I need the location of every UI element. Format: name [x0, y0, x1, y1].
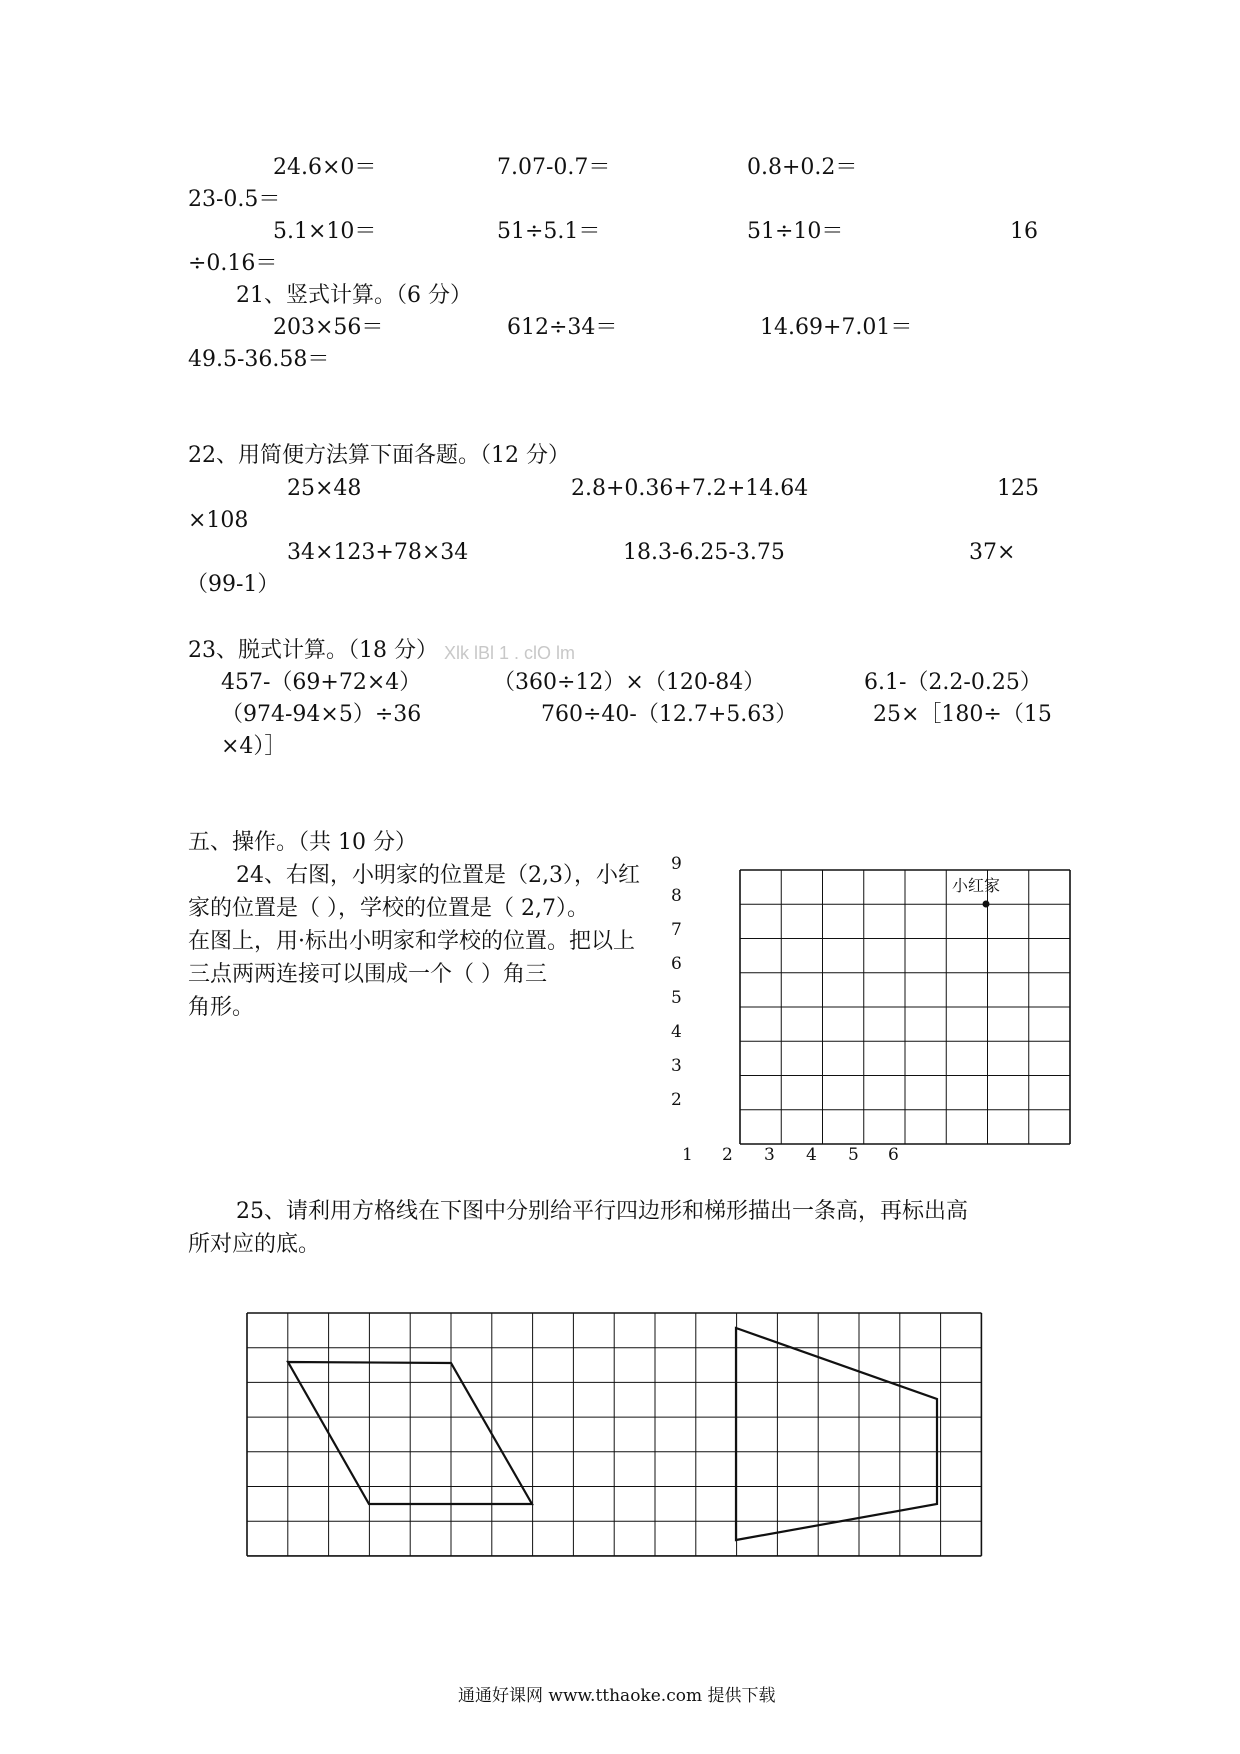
calc-item: 51÷10＝: [747, 219, 844, 244]
watermark: Xlk lBl 1 . clO lm: [444, 643, 576, 663]
q24-line: 角形。: [188, 995, 255, 1020]
calc-item: 6.1-（2.2-0.25）: [864, 670, 1042, 695]
y-label: 9: [671, 854, 682, 874]
calc-item: （360÷12）×（120-84）: [493, 670, 766, 695]
calc-item: 25×［180÷（15: [873, 702, 1052, 727]
y-label: 6: [671, 954, 682, 974]
calc-item: 5.1×10＝: [273, 219, 377, 244]
y-label: 4: [671, 1022, 682, 1042]
parallelogram: [288, 1362, 532, 1504]
calc-item: 18.3-6.25-3.75: [623, 540, 785, 565]
y-label: 7: [671, 920, 682, 940]
calc-item: 37×: [969, 540, 1016, 565]
q24-line: 24、右图，小明家的位置是（2,3），小红: [236, 863, 640, 888]
question-title: 22、用简便方法算下面各题。（12 分）: [188, 443, 570, 468]
calc-item: 7.07-0.7＝: [497, 155, 611, 180]
q25-line: 25、请利用方格线在下图中分别给平行四边形和梯形描出一条高，再标出高: [236, 1199, 968, 1224]
y-label: 5: [671, 988, 682, 1008]
calc-item: ×108: [188, 508, 249, 533]
calc-item: 49.5-36.58＝: [188, 347, 330, 372]
calc-item: （974-94×5）÷36: [221, 702, 422, 727]
calc-item: ×4）］: [221, 734, 287, 759]
xiaohong-label: 小红家: [952, 876, 1001, 895]
q25-line: 所对应的底。: [188, 1232, 321, 1257]
calc-item: 125: [997, 476, 1039, 501]
calc-item: 612÷34＝: [507, 315, 618, 340]
calc-item: 34×123+78×34: [287, 540, 469, 565]
calc-item: 25×48: [287, 476, 362, 501]
calc-item: 14.69+7.01＝: [760, 315, 913, 340]
q24-line: 家的位置是（ ），学校的位置是（ 2,7）。: [188, 896, 589, 921]
calc-item: 203×56＝: [273, 315, 384, 340]
calc-item: 16: [1010, 219, 1038, 244]
q24-line: 三点两两连接可以围成一个（ ）角三: [188, 962, 547, 987]
calc-item: 457-（69+72×4）: [221, 670, 422, 695]
calc-item: 2.8+0.36+7.2+14.64: [571, 476, 809, 501]
xiaohong-point: [983, 901, 990, 908]
y-label: 8: [671, 886, 682, 906]
y-label: 3: [671, 1056, 682, 1076]
x-label: 5: [848, 1145, 859, 1165]
calc-item: （99-1）: [186, 572, 280, 597]
q24-line: 在图上，用·标出小明家和学校的位置。把以上: [188, 929, 635, 954]
y-label: 2: [671, 1090, 682, 1110]
trapezoid: [736, 1328, 937, 1540]
section-title: 五、操作。（共 10 分）: [188, 830, 417, 855]
question-title: 23、脱式计算。（18 分）: [188, 638, 438, 663]
calc-item: 760÷40-（12.7+5.63）: [541, 702, 798, 727]
calc-item: 51÷5.1＝: [497, 219, 601, 244]
question-title: 21、竖式计算。（6 分）: [236, 283, 472, 308]
calc-item: ÷0.16＝: [188, 251, 278, 276]
x-label: 4: [806, 1145, 817, 1165]
calc-item: 23-0.5＝: [188, 187, 281, 212]
calc-item: 0.8+0.2＝: [747, 155, 858, 180]
x-label: 2: [722, 1145, 733, 1165]
x-label: 3: [764, 1145, 775, 1165]
x-label: 1: [682, 1145, 693, 1165]
calc-item: 24.6×0＝: [273, 155, 377, 180]
x-label: 6: [888, 1145, 899, 1165]
footer: 通通好课网 www.tthaoke.com 提供下载: [458, 1686, 776, 1706]
